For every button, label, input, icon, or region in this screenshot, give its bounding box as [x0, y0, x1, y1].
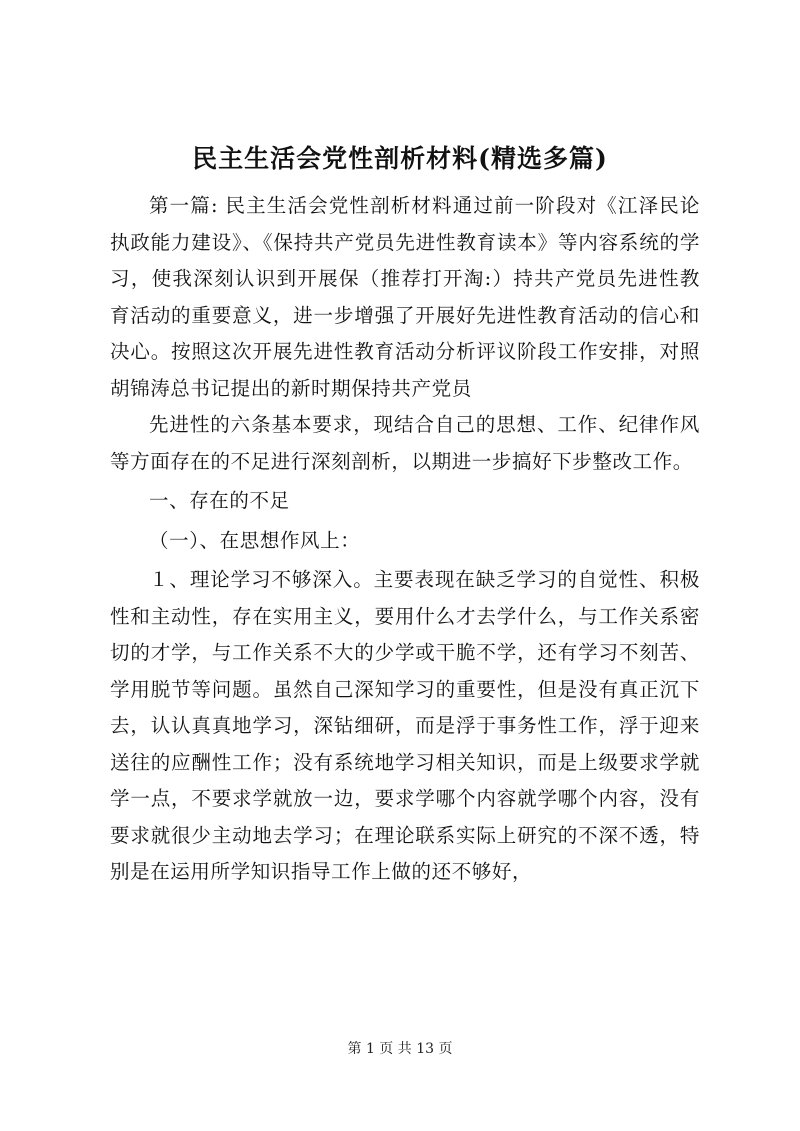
paragraph-requirements: 先进性的六条基本要求，现结合自己的思想、工作、纪律作风等方面存在的不足进行深刻剖析，以期进一步搞好下步整改工作。 — [110, 413, 700, 473]
section-heading-shortcomings: 一、存在的不足 — [149, 489, 290, 512]
subsection-heading-thinking-style: （一）、在思想作风上： — [149, 528, 361, 552]
document-body — [110, 188, 700, 891]
paragraph-intro: 第一篇: 民主生活会党性剖析材料通过前一阶段对《江泽民论执政能力建设》、《保持共产党员先进性教育读本》等内容系统的学习，使我深刻认识到开展保（推荐打开淘:）持共产党员先进性教育活动的重要意义，进一步增强了开展好先进性教育活动的信心和决心。按照这次开展先进性教育活动分析评议阶段工作安排，对照胡锦涛总书记提出的新时期保持共产党员 — [110, 194, 700, 400]
page-footer: 第 1 页 共 13 页 — [347, 1041, 453, 1057]
document-title: 民主生活会党性剖析材料(精选多篇) — [192, 144, 608, 173]
paragraph-theory-study: １、理论学习不够深入。主要表现在缺乏学习的自觉性、积极性和主动性，存在实用主义，要用什么才去学什么，与工作关系密切的才学，与工作关系不大的少学或干脆不学，还有学习不刻苦、学用脱节等问题。虽然自己深知学习的重要性，但是没有真正沉下去，认认真真地学习，深钻细研，而是浮于事务性工作，浮于迎来送往的应酬性工作；没有系统地学习相关知识，而是上级要求学就学一点，不要求学就放一边，要求学哪个内容就学哪个内容，没有要求就很少主动地去学习；在理论联系实际上研究的不深不透，特别是在运用所学知识指导工作上做的还不够好， — [110, 568, 700, 883]
